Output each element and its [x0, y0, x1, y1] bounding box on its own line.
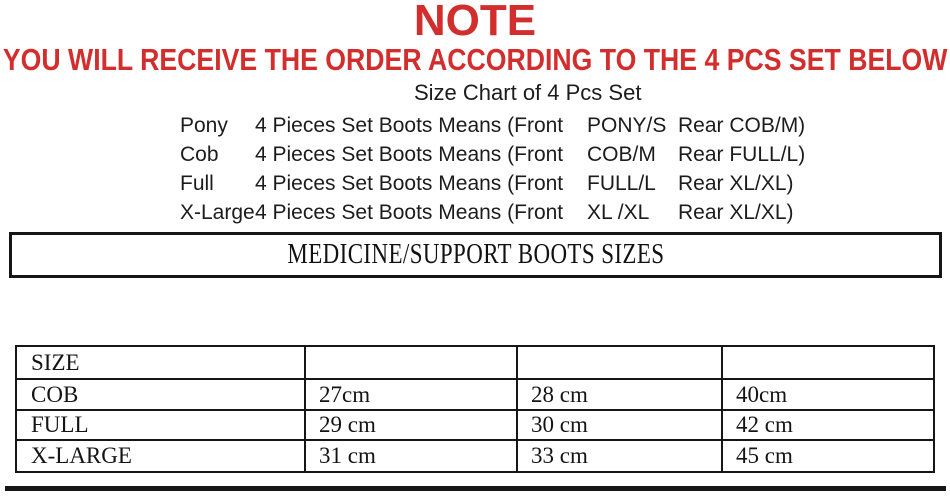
- bottom-divider: [5, 486, 946, 491]
- cell-measurement: 30 cm: [517, 410, 722, 440]
- sizes-table: [15, 345, 935, 473]
- cell-measurement: 27cm: [305, 379, 517, 410]
- cell-measurement: 40cm: [722, 379, 934, 410]
- table-row-full: [16, 410, 934, 440]
- size-desc: 4 Pieces Set Boots Means (Front: [255, 201, 564, 224]
- note-subtitle-wrap: [0, 43, 950, 75]
- size-name: Pony: [180, 114, 228, 137]
- size-chart-row-cob: [180, 140, 805, 169]
- size-name: X-Large: [180, 201, 255, 224]
- size-rear: Rear XL/XL): [678, 172, 794, 195]
- size-name: Cob: [180, 143, 219, 166]
- table-header-row: [16, 346, 934, 379]
- size-chart-list: [180, 111, 805, 227]
- cell-measurement: 29 cm: [305, 410, 517, 440]
- empty-cell: [517, 346, 722, 379]
- empty-cell: [722, 346, 934, 379]
- size-desc: 4 Pieces Set Boots Means (Front: [255, 114, 564, 137]
- size-front: COB/M: [587, 143, 656, 166]
- cell-measurement: 42 cm: [722, 410, 934, 440]
- cell-measurement: 31 cm: [305, 440, 517, 472]
- size-rear: Rear XL/XL): [678, 201, 794, 224]
- row-label: X-LARGE: [16, 440, 305, 472]
- size-front: FULL/L: [587, 172, 656, 195]
- size-front: PONY/S: [587, 114, 667, 137]
- size-chart-row-pony: [180, 111, 805, 140]
- note-subtitle: YOU WILL RECEIVE THE ORDER ACCORDING TO THE 4 PCS SET BELOW: [2, 41, 948, 77]
- size-chart-heading: Size Chart of 4 Pcs Set: [414, 80, 642, 105]
- size-name: Full: [180, 172, 214, 195]
- cell-measurement: 45 cm: [722, 440, 934, 472]
- row-label: COB: [16, 379, 305, 410]
- table-row-xlarge: [16, 440, 934, 472]
- table-header-size: SIZE: [16, 346, 305, 379]
- size-rear: Rear COB/M): [678, 114, 806, 137]
- size-desc: 4 Pieces Set Boots Means (Front: [255, 172, 564, 195]
- size-chart-row-xlarge: [180, 198, 805, 227]
- row-label: FULL: [16, 410, 305, 440]
- note-title: NOTE: [413, 0, 537, 45]
- size-rear: Rear FULL/L): [678, 143, 806, 166]
- banner-box: [9, 232, 942, 278]
- size-chart-row-full: [180, 169, 805, 198]
- cell-measurement: 33 cm: [517, 440, 722, 472]
- empty-cell: [305, 346, 517, 379]
- cell-measurement: 28 cm: [517, 379, 722, 410]
- size-front: XL /XL: [587, 201, 650, 224]
- size-desc: 4 Pieces Set Boots Means (Front: [255, 143, 564, 166]
- table-row-cob: [16, 379, 934, 410]
- banner-title: MEDICINE/SUPPORT BOOTS SIZES: [286, 239, 665, 270]
